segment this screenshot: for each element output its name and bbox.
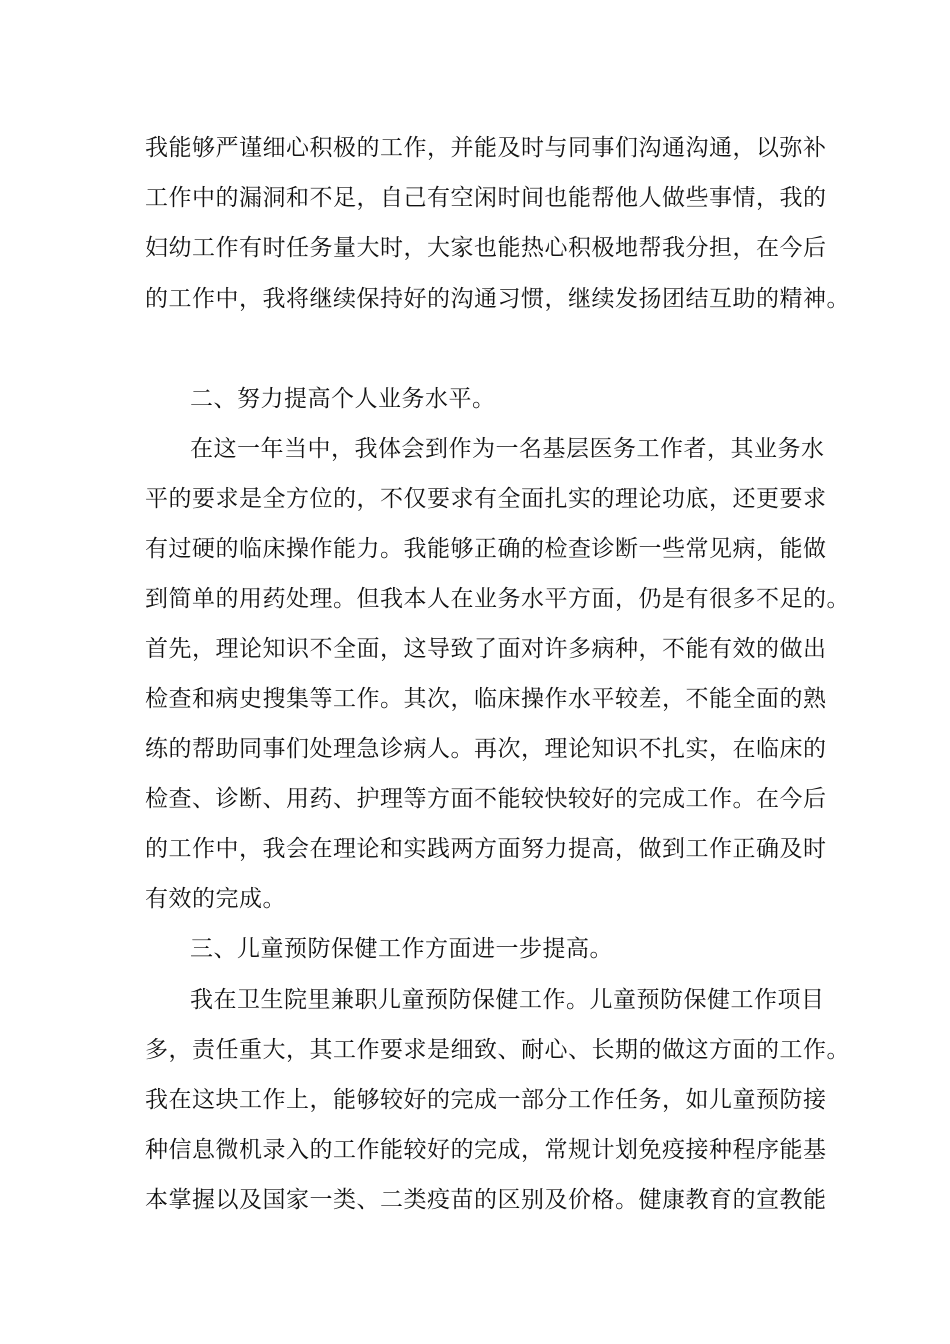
paragraph-line: 多，责任重大，其工作要求是细致、耐心、长期的做这方面的工作。 [145, 1037, 850, 1063]
paragraph-line: 我在这块工作上，能够较好的完成一部分工作任务，如儿童预防接 [145, 1087, 827, 1113]
paragraph-line: 本掌握以及国家一类、二类疫苗的区别及价格。健康教育的宣教能 [145, 1187, 827, 1213]
paragraph-line: 妇幼工作有时任务量大时，大家也能热心积极地帮我分担，在今后 [145, 235, 827, 261]
paragraph-line: 种信息微机录入的工作能较好的完成，常规计划免疫接种程序能基 [145, 1137, 827, 1163]
paragraph-line: 在这一年当中，我体会到作为一名基层医务工作者，其业务水 [190, 436, 825, 462]
section-heading: 二、努力提高个人业务水平。 [190, 386, 496, 412]
paragraph-line: 首先，理论知识不全面，这导致了面对许多病种，不能有效的做出 [145, 636, 827, 662]
paragraph-line: 有效的完成。 [145, 886, 286, 912]
paragraph-line: 平的要求是全方位的，不仅要求有全面扎实的理论功底，还更要求 [145, 486, 827, 512]
paragraph-line: 有过硬的临床操作能力。我能够正确的检查诊断一些常见病，能做 [145, 536, 827, 562]
section-heading: 三、儿童预防保健工作方面进一步提高。 [190, 936, 613, 962]
paragraph-line: 练的帮助同事们处理急诊病人。再次，理论知识不扎实，在临床的 [145, 736, 827, 762]
paragraph-line: 的工作中，我将继续保持好的沟通习惯，继续发扬团结互助的精神。 [145, 286, 850, 312]
paragraph-line: 到简单的用药处理。但我本人在业务水平方面，仍是有很多不足的。 [145, 586, 850, 612]
paragraph-line: 我在卫生院里兼职儿童预防保健工作。儿童预防保健工作项目 [190, 987, 825, 1013]
paragraph-line: 检查、诊断、用药、护理等方面不能较快较好的完成工作。在今后 [145, 786, 827, 812]
paragraph-line: 的工作中，我会在理论和实践两方面努力提高，做到工作正确及时 [145, 836, 827, 862]
paragraph-line: 我能够严谨细心积极的工作，并能及时与同事们沟通沟通，以弥补 [145, 135, 827, 161]
paragraph-line: 检查和病史搜集等工作。其次，临床操作水平较差，不能全面的熟 [145, 686, 827, 712]
paragraph-line: 工作中的漏洞和不足，自己有空闲时间也能帮他人做些事情，我的 [145, 185, 827, 211]
